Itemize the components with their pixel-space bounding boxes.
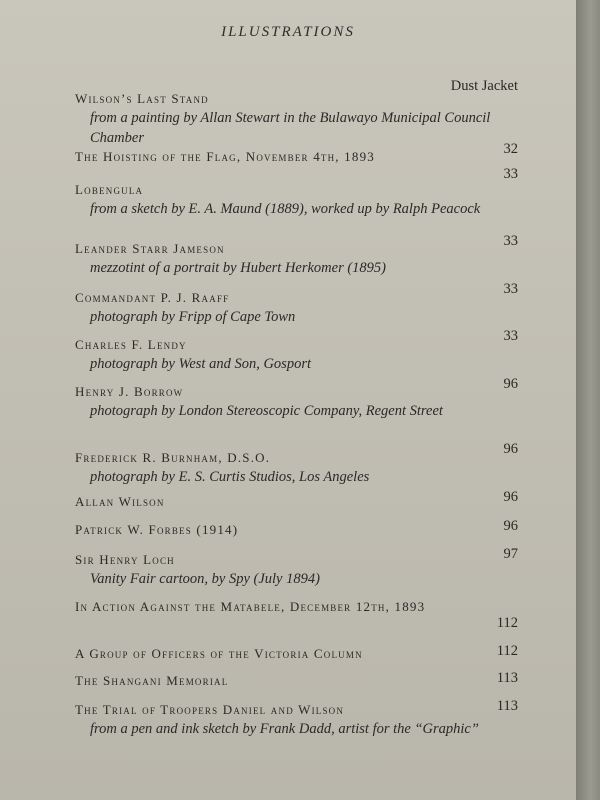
entry-credit: from a painting by Allan Stewart in the Bulawayo Municipal Council Chamber: [90, 110, 491, 146]
entry-page: 113: [496, 670, 518, 686]
entry-title: Wilson’s Last Stand: [75, 91, 209, 106]
entry-page: Dust Jacket: [450, 78, 518, 94]
entry-title: The Shangani Memorial: [75, 673, 229, 688]
entry-page: 33: [503, 166, 518, 182]
entry-title: Charles F. Lendy: [75, 337, 187, 352]
entry-page: 33: [503, 328, 518, 344]
entry-title: In Action Against the Matabele, December 12th, 1893: [75, 599, 426, 614]
entry-page: 97: [503, 546, 518, 562]
entry-page: 112: [496, 615, 518, 631]
entry-credit: photograph by London Stereoscopic Company, Regent Street: [90, 403, 443, 419]
entry-title: The Hoisting of the Flag, November 4th, 1893: [75, 149, 375, 164]
entry-credit: photograph by West and Son, Gosport: [90, 356, 311, 372]
entry-title: Sir Henry Loch: [75, 552, 175, 567]
entry-title: Commandant P. J. Raaff: [75, 290, 230, 305]
list-item: [75, 701, 520, 739]
list-item: [75, 645, 520, 663]
entry-title: Leander Starr Jameson: [75, 241, 225, 256]
entry-page: 96: [503, 518, 518, 534]
list-item: [75, 90, 520, 148]
entry-title: Henry J. Borrow: [75, 384, 184, 399]
entry-page: 113: [496, 698, 518, 714]
list-item: [75, 493, 520, 511]
entry-credit: photograph by E. S. Curtis Studios, Los Angeles: [90, 469, 370, 485]
entry-title: Frederick R. Burnham, D.S.O.: [75, 450, 271, 465]
list-item: [75, 240, 520, 278]
entry-title: A Group of Officers of the Victoria Column: [75, 646, 363, 661]
entry-title: The Trial of Troopers Daniel and Wilson: [75, 702, 345, 717]
page-heading: ILLUSTRATIONS: [221, 24, 355, 40]
entry-page: 112: [496, 643, 518, 659]
list-item: [75, 672, 520, 690]
list-item: [75, 181, 520, 219]
list-item: [75, 383, 520, 421]
entry-page: 33: [503, 281, 518, 297]
entry-credit: from a pen and ink sketch by Frank Dadd, artist for the “Graphic”: [90, 721, 479, 737]
entry-page: 32: [503, 141, 518, 157]
list-item: [75, 449, 520, 487]
entry-page: 96: [503, 376, 518, 392]
entry-credit: mezzotint of a portrait by Hubert Herkomer (1895): [90, 260, 387, 276]
entry-credit: photograph by Fripp of Cape Town: [90, 309, 296, 325]
entry-title: Lobengula: [75, 182, 144, 197]
list-item: [75, 148, 520, 166]
entry-title: Allan Wilson: [75, 494, 165, 509]
list-item: [75, 551, 520, 589]
entry-page: 96: [503, 441, 518, 457]
entry-title: Patrick W. Forbes (1914): [75, 522, 239, 537]
entry-credit: from a sketch by E. A. Maund (1889), worked up by Ralph Peacock: [90, 201, 481, 217]
page-edge-background: [576, 0, 600, 800]
entry-page: 33: [503, 233, 518, 249]
entry-page: 96: [503, 489, 518, 505]
list-item: [75, 336, 520, 374]
list-item: [75, 521, 520, 539]
list-item: [75, 289, 520, 327]
entry-credit: Vanity Fair cartoon, by Spy (July 1894): [90, 571, 320, 587]
list-item: [75, 598, 520, 616]
